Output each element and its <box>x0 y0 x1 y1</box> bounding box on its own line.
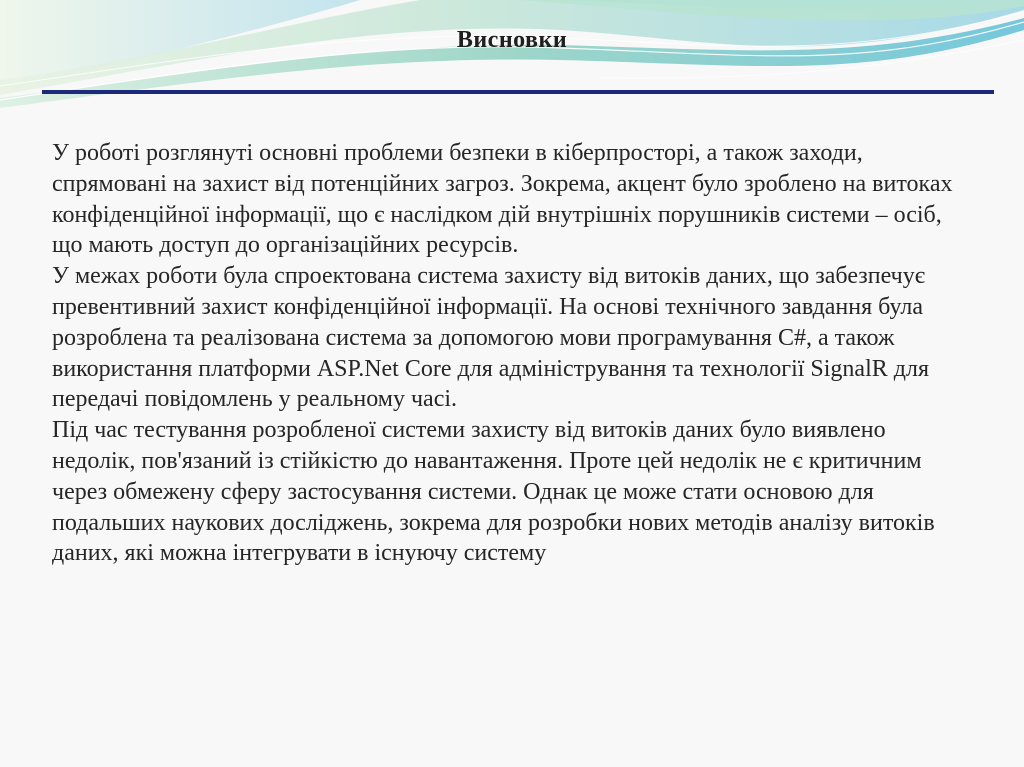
slide-body <box>52 138 972 569</box>
slide-title: Висновки <box>456 27 568 53</box>
body-paragraph-3: Під час тестування розробленої системи захисту від витоків даних було виявлено недолік, пов'язаний із стійкістю до навантаження. Проте цей недолік не є критичним через обмежену сферу застосування системи. Однак це може стати основою для подальших наукових досліджень, зокрема для розробки нових методів аналізу витоків даних, які можна інтегрувати в існуючу систему <box>52 417 935 567</box>
title-divider <box>42 90 994 94</box>
wave-decoration <box>0 0 1024 120</box>
body-paragraph-1: У роботі розглянуті основні проблеми безпеки в кіберпросторі, а також заходи, спрямовані на захист від потенційних загроз. Зокрема, акцент було зроблено на витоках конфіденційної інформації, що є наслідком дій внутрішніх порушників системи – осіб, що мають доступ до організаційних ресурсів. <box>52 140 953 259</box>
body-paragraph-2: У межах роботи була спроектована система захисту від витоків даних, що забезпечує превентивний захист конфіденційної інформації. На основі технічного завдання була розроблена та реалізована система за допомогою мови програмування C#, а також використання платформи ASP.Net Core для адміністрування та технології SignalR для передачі повідомлень у реальному часі. <box>52 263 929 413</box>
